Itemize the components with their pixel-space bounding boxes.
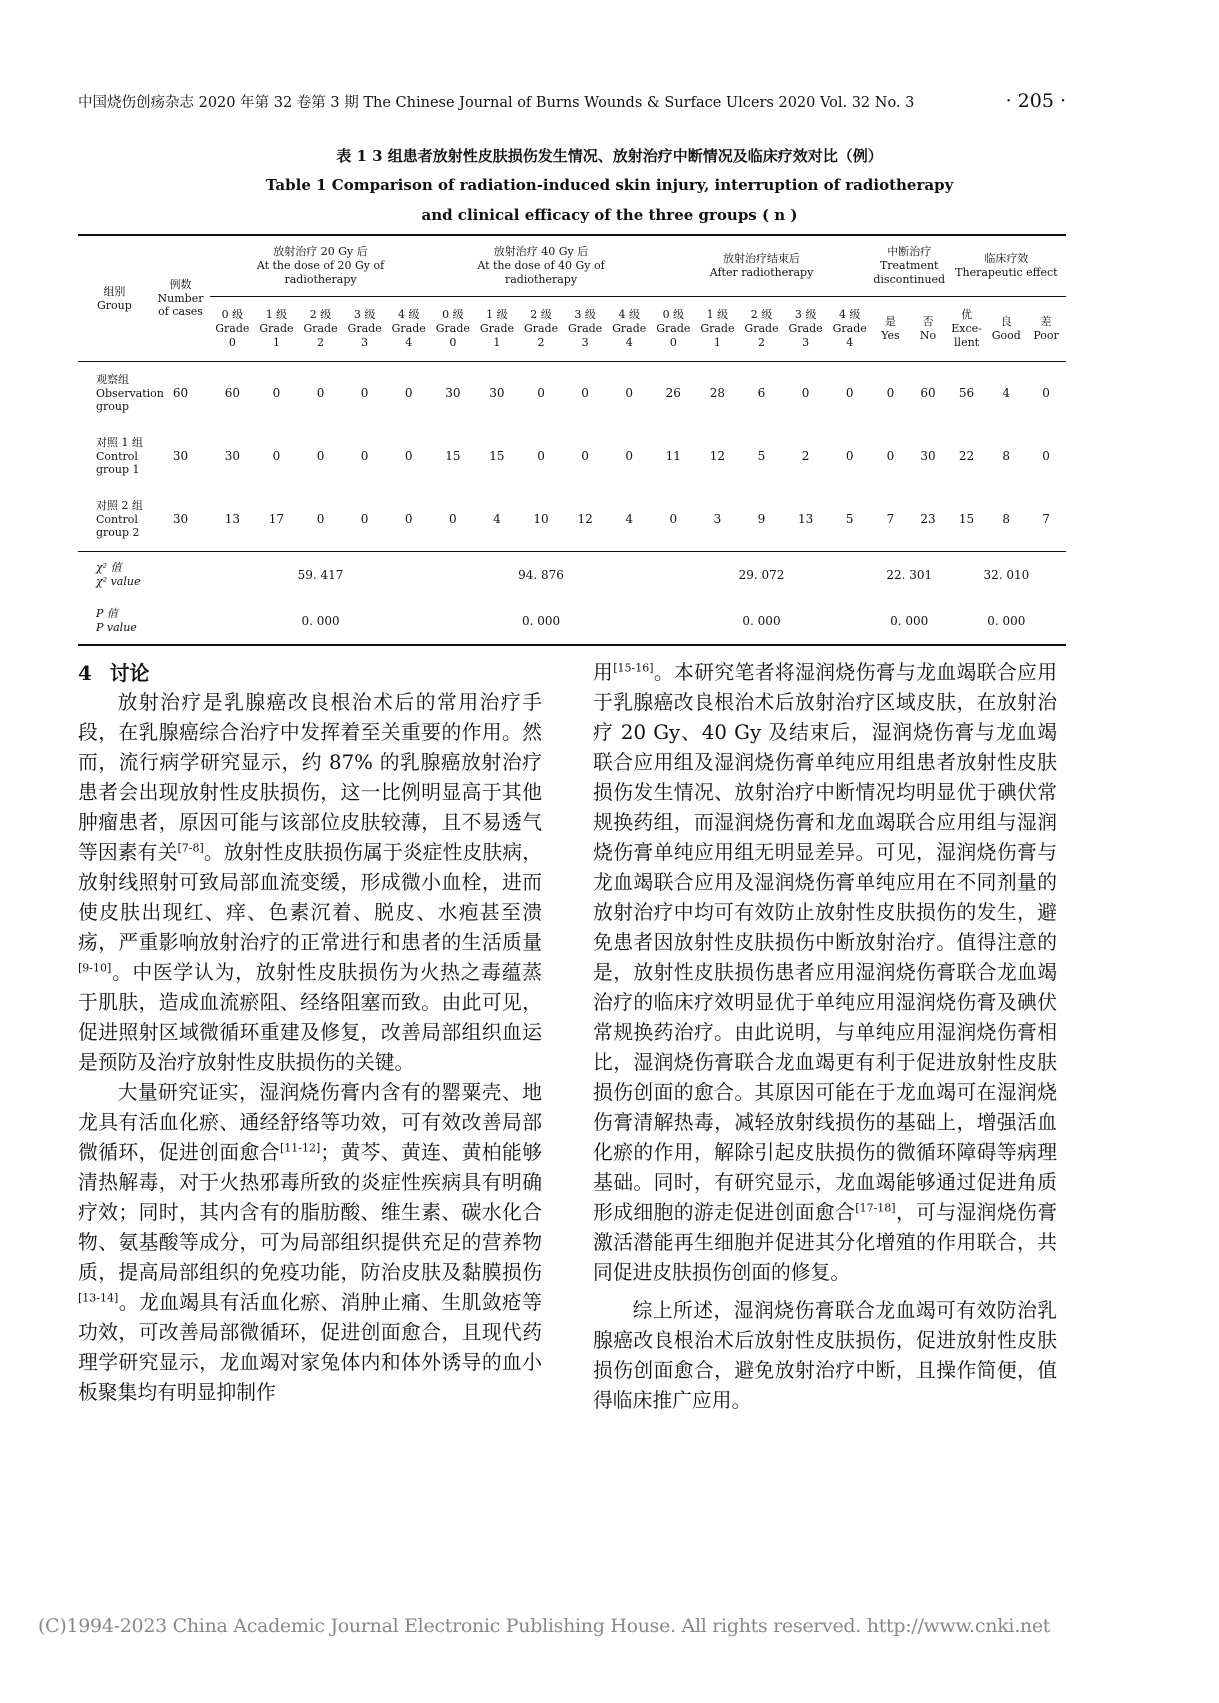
citation: [15-16]	[613, 661, 654, 675]
table-cell: 9	[739, 488, 783, 552]
grade-header-cn: 1 级	[265, 308, 288, 322]
paragraph	[593, 1296, 1057, 1416]
table-cell: 23	[909, 488, 947, 552]
table-cell: 7	[872, 488, 909, 552]
grade-header-cn: 4 级	[397, 308, 420, 322]
grade-header-en: Grade	[788, 322, 823, 336]
grade-header	[343, 297, 387, 362]
header-group-en: Group	[96, 298, 132, 312]
grade-header-cn: 0 级	[662, 308, 685, 322]
table-cell: 5	[757, 449, 766, 463]
text-run: 。中医学认为，放射性皮肤损伤为火热之毒蕴蒸于肌肤，造成血流瘀阻、经络阻塞而致。由此可见，促进照射区域微循环重建及修复，改善局部组织血运是预防及治疗放射性皮肤损伤的关键。	[78, 961, 542, 1074]
table-row	[78, 425, 1066, 488]
table-caption-en: Table 1 Comparison of radiation-induced skin injury, interruption of radiotherapy	[265, 176, 954, 194]
paragraph	[78, 688, 542, 1078]
grade-header	[210, 297, 254, 362]
text-run: 。龙血竭具有活血化瘀、消肿止痛、生肌敛疮等功效，可改善局部微循环，促进创面愈合，且现代药理学研究显示，龙血竭对家兔体内和体外诱导的血小板聚集均有明显抑制作	[78, 1291, 542, 1404]
table-cell: 0	[537, 449, 545, 463]
grade-header	[563, 297, 607, 362]
table-cell: 0	[651, 488, 695, 552]
discontinued-header-en: No	[919, 329, 937, 342]
text-run: 。放射性皮肤损伤属于炎症性皮肤病，放射线照射可致局部血流变缓，形成微小血栓，进而使皮肤出现红、痒、色素沉着、脱皮、水疱甚至溃疡，严重影响放射治疗的正常进行和患者的生活质量	[78, 841, 542, 954]
table-cell: 10	[519, 488, 563, 552]
grade-header-num: 4	[405, 335, 413, 349]
grade-header-en: Grade	[347, 322, 382, 336]
grade-header-cn: 0 级	[442, 308, 464, 322]
grade-header-cn: 2 级	[750, 308, 773, 322]
row-label-cn: χ² 值	[96, 561, 122, 575]
table-cell: 30	[445, 386, 461, 400]
header-group-cn: 组别	[103, 284, 126, 298]
effect-header	[947, 297, 987, 362]
table-cell: 0	[845, 449, 854, 463]
table-cell: 0	[404, 386, 413, 400]
grade-header-num: 0	[228, 335, 236, 349]
discontinued-header	[872, 297, 909, 362]
discussion-right-column	[593, 658, 1057, 1416]
grade-header	[475, 297, 519, 362]
table-cell: 30	[224, 449, 240, 463]
table-cell: 4	[475, 488, 519, 552]
citation: [7-8]	[177, 841, 204, 855]
grade-header-num: 2	[317, 335, 325, 349]
row-label-en: χ² value	[96, 575, 141, 588]
grade-header-num: 4	[846, 335, 854, 349]
row-label-en: P value	[96, 621, 137, 634]
grade-header	[739, 297, 783, 362]
header-dose40-cn: 放射治疗 40 Gy 后	[493, 245, 589, 259]
table-cell: 22	[958, 449, 975, 463]
table-cell: 0	[845, 386, 854, 400]
text-run: 用	[593, 661, 614, 684]
table-cell: 4	[1002, 386, 1011, 400]
row-label	[78, 552, 210, 599]
table-cell: 13	[210, 488, 254, 552]
table-cell: 0	[625, 386, 634, 400]
grade-header-num: 0	[449, 335, 457, 349]
table-cell: 2	[801, 449, 810, 463]
grade-header-num: 1	[493, 335, 501, 349]
row-label-en: Control group 2	[96, 512, 140, 540]
stat-cell: 0. 000	[431, 598, 651, 645]
grade-header-cn: 1 级	[706, 308, 729, 322]
row-label	[78, 598, 210, 645]
copyright-notice: (C)1994-2023 China Academic Journal Electronic Publishing House. All rights reserved. http://www.cnki.net	[38, 1615, 1051, 1637]
header-effect	[947, 235, 1066, 297]
grade-header-num: 1	[272, 335, 280, 349]
table-cell: 0	[343, 488, 387, 552]
table-cell: 0	[625, 449, 634, 463]
header-dose20-cn: 放射治疗 20 Gy 后	[273, 245, 368, 259]
effect-header	[1026, 297, 1066, 362]
grade-header-en: Grade	[479, 322, 514, 336]
citation: [9-10]	[78, 961, 112, 975]
discontinued-header-cn: 是	[884, 315, 896, 329]
table-cell: 60	[920, 386, 936, 400]
table-row	[78, 362, 1066, 426]
discussion-left-column	[78, 658, 542, 1408]
row-label	[78, 362, 164, 426]
grade-header-en: Grade	[832, 322, 867, 336]
text-run: 综上所述，湿润烧伤膏联合龙血竭可有效防治乳腺癌改良根治术后放射性皮肤损伤，促进放射性皮肤损伤创面愈合，避免放射治疗中断，且操作简便，值得临床推广应用。	[593, 1299, 1057, 1412]
effect-header-en: Exce-llent	[951, 322, 982, 349]
effect-header-en: Good	[991, 329, 1021, 342]
cell-cases: 30	[172, 449, 189, 463]
grade-header-cn: 4 级	[838, 308, 861, 322]
header-after-en: After radiotherapy	[709, 266, 814, 279]
grade-header-num: 2	[758, 335, 765, 349]
row-label-en: Observation group	[96, 386, 164, 414]
table-cell: 3	[695, 488, 739, 552]
table-cell: 0	[581, 386, 589, 400]
row-label-cn: 观察组	[96, 372, 129, 386]
paragraph	[593, 658, 1057, 1288]
table-row	[78, 488, 1066, 552]
grade-header-en: Grade	[391, 322, 426, 336]
table-subheader-row	[78, 297, 1066, 362]
citation: [17-18]	[855, 1201, 896, 1215]
header-eff-en: Therapeutic effect	[955, 266, 1058, 279]
grade-header-cn: 3 级	[574, 308, 596, 322]
stat-cell: 22. 301	[886, 567, 933, 582]
p-value-row	[78, 598, 1066, 645]
table-cell: 0	[360, 449, 369, 463]
table-cell: 0	[316, 386, 325, 400]
grade-header-cn: 0 级	[221, 308, 244, 322]
header-cases-cn: 例数	[169, 277, 192, 291]
table-cell: 0	[431, 488, 475, 552]
header-dose20	[210, 235, 430, 297]
table-cell: 60	[224, 386, 240, 400]
grade-header-num: 0	[669, 335, 677, 349]
grade-header-en: Grade	[568, 322, 603, 336]
table-cell: 0	[886, 449, 895, 463]
table-cell: 30	[489, 386, 505, 400]
table-cell: 17	[254, 488, 298, 552]
table-cell: 15	[947, 488, 987, 552]
text-run: 。本研究笔者将湿润烧伤膏与龙血竭联合应用于乳腺癌改良根治术后放射治疗区域皮肤，在放射治疗 20 Gy、40 Gy 及结束后，湿润烧伤膏与龙血竭联合应用组及湿润烧伤膏单纯应用组患者放射性皮肤损伤发生情况、放射治疗中断情况均明显优于碘伏常规换药组，而湿润烧伤膏和龙血竭联合应用组与湿润烧伤膏单纯应用组无明显差异。可见，湿润烧伤膏与龙血竭联合应用及湿润烧伤膏单纯应用在不同剂量的放射治疗中均可有效防止放射性皮肤损伤的发生，避免患者因放射性皮肤损伤中断放射治疗。值得注意的是，放射性皮肤损伤患者应用湿润烧伤膏联合龙血竭治疗的临床疗效明显优于单纯应用湿润烧伤膏及碘伏常规换药治疗。由此说明，与单纯应用湿润烧伤膏相比，湿润烧伤膏联合龙血竭更有利于促进放射性皮肤损伤创面的愈合。其原因可能在于龙血竭可在湿润烧伤膏清解热毒，减轻放射线损伤的基础上，增强活血化瘀的作用，解除引起皮肤损伤的微循环障碍等病理基础。同时，有研究显示，龙血竭能够通过促进角质形成细胞的游走促进创面愈合	[593, 661, 1057, 1224]
row-label	[78, 425, 151, 488]
grade-header	[431, 297, 475, 362]
effect-header-cn: 良	[1000, 315, 1012, 329]
cell-cases: 60	[172, 386, 189, 400]
effect-header-cn: 差	[1040, 315, 1052, 329]
table-cell: 0	[886, 386, 895, 400]
text-run: ，可与湿润烧伤膏激活潜能再生细胞并促进其分化增殖的作用联合，共同促进皮肤损伤创面的修复。	[593, 1201, 1057, 1284]
stat-cell: 0. 000	[947, 598, 1066, 645]
header-disc-en: Treatment discontinued	[873, 259, 946, 286]
grade-header-cn: 3 级	[353, 308, 376, 322]
grade-header	[607, 297, 651, 362]
table-cell: 0	[298, 488, 342, 552]
table-cell: 0	[316, 449, 325, 463]
grade-header-en: Grade	[656, 322, 691, 336]
table-cell: 0	[404, 449, 413, 463]
grade-header-en: Grade	[700, 322, 735, 336]
table-cell: 15	[489, 449, 505, 463]
table-cell: 0	[272, 386, 281, 400]
header-group	[78, 235, 151, 362]
paragraph	[78, 1078, 542, 1408]
effect-header	[986, 297, 1026, 362]
header-discontinued	[872, 235, 947, 297]
stat-cell: 0. 000	[872, 598, 947, 645]
table-cell: 0	[387, 488, 431, 552]
header-cases	[151, 235, 211, 362]
table-cell: 12	[563, 488, 607, 552]
grade-header-cn: 3 级	[794, 308, 817, 322]
grade-header-num: 3	[361, 335, 369, 349]
grade-header-num: 3	[581, 335, 589, 349]
section-heading	[78, 658, 542, 688]
table-caption-cn: 表 1 3 组患者放射性皮肤损伤发生情况、放射治疗中断情况及临床疗效对比（例）	[336, 147, 883, 165]
discontinued-header-en: Yes	[881, 329, 900, 342]
header-dose20-en: At the dose of 20 Gy of radiotherapy	[256, 259, 385, 286]
header-after	[651, 235, 871, 297]
table-cell: 13	[784, 488, 828, 552]
header-after-cn: 放射治疗结束后	[723, 252, 800, 266]
grade-header	[298, 297, 342, 362]
text-run: 大量研究证实，湿润烧伤膏内含有的罂粟壳、地龙具有活血化瘀、通经舒络等功效，可有效改善局部微循环，促进创面愈合	[78, 1081, 542, 1164]
citation: [11-12]	[279, 1141, 321, 1155]
grade-header	[254, 297, 298, 362]
table-cell: 12	[709, 449, 726, 463]
header-dose40-en: At the dose of 40 Gy of radiotherapy	[477, 259, 605, 286]
section-title: 讨论	[109, 661, 150, 685]
header-eff-cn: 临床疗效	[984, 252, 1029, 266]
header-disc-cn: 中断治疗	[887, 245, 932, 259]
grade-header-cn: 1 级	[486, 308, 508, 322]
row-label-cn: P 值	[96, 607, 118, 621]
grade-header	[828, 297, 872, 362]
table-cell: 5	[828, 488, 872, 552]
row-label-cn: 对照 2 组	[96, 498, 143, 512]
table-cell: 11	[665, 449, 681, 463]
text-run: 放射治疗是乳腺癌改良根治术后的常用治疗手段，在乳腺癌综合治疗中发挥着至关重要的作用。然而，流行病学研究显示，约 87% 的乳腺癌放射治疗患者会出现放射性皮肤损伤，这一比例明显高于其他肿瘤患者，原因可能与该部位皮肤较薄，且不易透气等因素有关	[78, 691, 542, 864]
citation: [13-14]	[78, 1291, 119, 1305]
header-cases-en: Number of cases	[157, 291, 204, 319]
stat-cell: 0. 000	[210, 598, 430, 645]
row-label-en: Control group 1	[96, 449, 140, 477]
effect-header-en: Poor	[1033, 329, 1059, 342]
grade-header-num: 1	[713, 335, 721, 349]
grade-header-num: 4	[625, 335, 633, 349]
section-number: 4	[78, 661, 92, 685]
grade-header-en: Grade	[523, 322, 559, 336]
grade-header	[519, 297, 563, 362]
grade-header	[387, 297, 431, 362]
stat-cell: 29. 072	[738, 567, 785, 582]
chi-square-row	[78, 552, 1066, 599]
table-cell: 0	[360, 386, 369, 400]
effect-header-cn: 优	[961, 308, 973, 322]
cell-cases: 30	[151, 488, 211, 552]
stat-cell: 32. 010	[983, 567, 1030, 582]
grade-header-en: Grade	[612, 322, 647, 336]
results-table	[78, 234, 1066, 646]
grade-header-cn: 2 级	[309, 308, 332, 322]
grade-header-en: Grade	[259, 322, 294, 336]
grade-header	[695, 297, 739, 362]
table-cell: 0	[1042, 449, 1050, 463]
stat-cell: 59. 417	[297, 567, 344, 582]
table-cell: 0	[581, 449, 589, 463]
grade-header-cn: 2 级	[530, 308, 552, 322]
table-cell: 28	[709, 386, 726, 400]
table-body	[78, 362, 1066, 646]
grade-header-en: Grade	[215, 322, 250, 336]
table-cell: 6	[757, 386, 766, 400]
running-head	[78, 90, 1066, 112]
grade-header	[651, 297, 695, 362]
stat-cell: 0. 000	[651, 598, 871, 645]
grade-header-en: Grade	[435, 322, 470, 336]
table-cell: 0	[537, 386, 545, 400]
text-run: ；黄芩、黄连、黄柏能够清热解毒，对于火热邪毒所致的炎症性疾病具有明确疗效；同时，其内含有的脂肪酸、维生素、碳水化合物、氨基酸等成分，可为局部组织提供充足的营养物质，提高局部组织的免疫功能，防治皮肤及黏膜损伤	[78, 1141, 542, 1284]
grade-header-num: 2	[537, 335, 545, 349]
stat-cell: 94. 876	[518, 567, 564, 582]
grade-header-cn: 4 级	[618, 308, 640, 322]
table-cell: 7	[1026, 488, 1066, 552]
row-label	[78, 488, 151, 552]
header-dose40	[431, 235, 651, 297]
table-cell: 15	[445, 449, 461, 463]
table-cell: 30	[920, 449, 936, 463]
table-cell: 4	[607, 488, 651, 552]
grade-header-num: 3	[802, 335, 810, 349]
discontinued-header-cn: 否	[922, 315, 934, 329]
table-cell: 0	[272, 449, 281, 463]
discontinued-header	[909, 297, 947, 362]
table-cell: 8	[1002, 449, 1011, 463]
grade-header	[784, 297, 828, 362]
table-cell: 0	[801, 386, 810, 400]
table-cell: 8	[986, 488, 1026, 552]
grade-header-en: Grade	[744, 322, 779, 336]
journal-title: 中国烧伤创疡杂志 2020 年第 32 卷第 3 期 The Chinese Journal of Burns Wounds & Surface Ulcers 2020 Vol. 32 No. 3	[78, 95, 915, 111]
table-cell: 26	[665, 386, 681, 400]
table-cell: 56	[958, 386, 975, 400]
row-label-cn: 对照 1 组	[96, 435, 143, 449]
page-number: · 205 ·	[1005, 90, 1066, 112]
table-caption-en-cont: and clinical efficacy of the three groups ( n )	[421, 206, 798, 224]
table-cell: 0	[1042, 386, 1050, 400]
grade-header-en: Grade	[303, 322, 338, 336]
